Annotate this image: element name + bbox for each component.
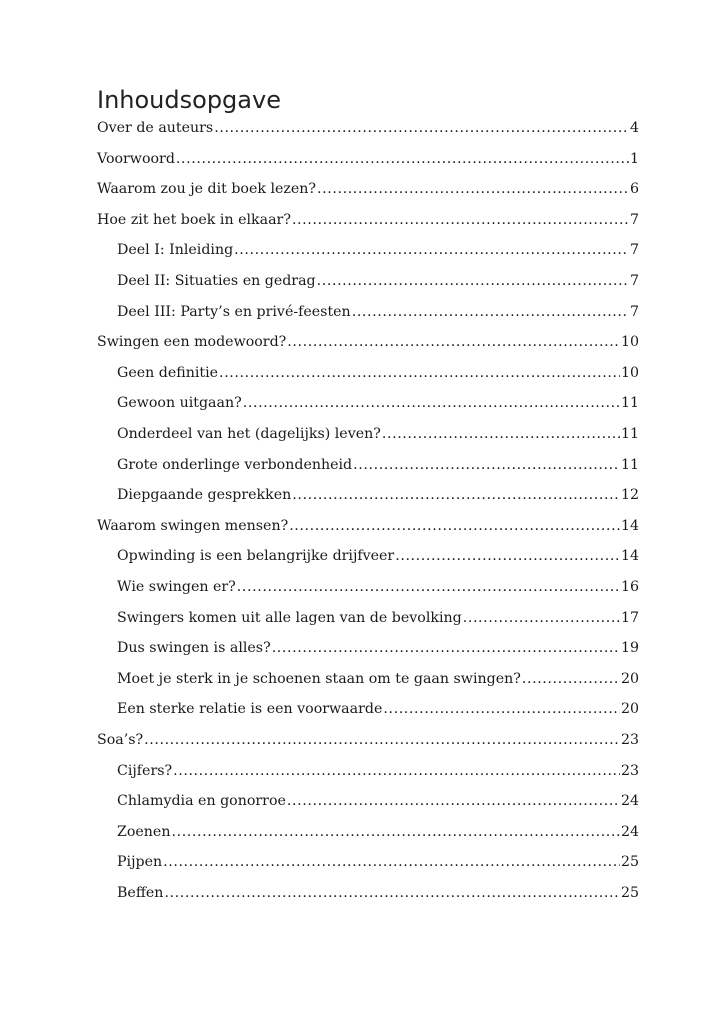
toc-entry[interactable] — [117, 365, 639, 387]
toc-entry-title: Voorwoord — [97, 150, 175, 167]
dot-leader — [353, 457, 620, 473]
dot-leader — [243, 395, 620, 411]
toc-entry-page-number: 11 — [620, 395, 639, 412]
toc-entry[interactable] — [117, 640, 639, 662]
toc-entry-title: Waarom zou je dit boek lezen? — [97, 181, 317, 198]
dot-leader — [463, 610, 620, 626]
dot-leader — [317, 273, 629, 289]
toc-entry-page-number: 11 — [620, 426, 639, 442]
toc-entry-page-number: 17 — [620, 609, 639, 626]
toc-entry-page-number: 7 — [629, 211, 639, 228]
toc-entry[interactable] — [117, 793, 639, 815]
toc-entry-page-number: 23 — [620, 732, 639, 748]
dot-leader — [214, 120, 629, 136]
toc-entry-page-number: 24 — [620, 793, 639, 810]
toc-entry-page-number: 10 — [620, 364, 639, 381]
dot-leader — [234, 242, 629, 258]
toc-entry-page-number: 7 — [629, 242, 639, 259]
dot-leader — [383, 701, 620, 717]
toc-entry-title: Soa’s? — [97, 732, 144, 748]
dot-leader — [287, 793, 620, 809]
toc-entry[interactable] — [117, 763, 639, 785]
toc-entry-page-number: 11 — [620, 456, 639, 473]
dot-leader — [292, 212, 629, 228]
toc-entry[interactable] — [97, 120, 639, 142]
toc-entry[interactable] — [117, 854, 639, 876]
toc-entry-title: Zoenen — [117, 823, 171, 840]
toc-entry-page-number: 16 — [620, 579, 639, 595]
toc-entry[interactable] — [117, 671, 639, 693]
dot-leader — [173, 763, 620, 779]
dot-leader — [176, 151, 629, 167]
toc-entry-title: Waarom swingen mensen? — [97, 517, 289, 534]
toc-entry[interactable] — [117, 610, 639, 632]
page-title: Inhoudsopgave — [97, 86, 281, 114]
toc-entry-page-number: 25 — [620, 854, 639, 871]
dot-leader — [382, 426, 620, 442]
toc-entry-page-number: 20 — [620, 701, 639, 718]
toc-entry-title: Over de auteurs — [97, 120, 214, 136]
toc-entry[interactable] — [117, 457, 639, 479]
dot-leader — [289, 518, 620, 534]
toc-entry-title: Wie swingen er? — [117, 579, 236, 595]
dot-leader — [522, 671, 620, 687]
dot-leader — [219, 365, 620, 381]
dot-leader — [171, 824, 619, 840]
toc-entry-title: Opwinding is een belangrijke drijfveer — [117, 548, 395, 565]
toc-entry-title: Deel I: Inleiding — [117, 242, 234, 259]
toc-entry-page-number: 4 — [629, 120, 639, 136]
toc-entry-title: Deel III: Party’s en privé-feesten — [117, 303, 351, 320]
toc-entry-title: Gewoon uitgaan? — [117, 395, 242, 412]
toc-entry-page-number: 14 — [620, 548, 639, 565]
toc-entry-page-number: 19 — [620, 640, 639, 657]
dot-leader — [292, 487, 620, 503]
toc-entry[interactable] — [97, 212, 639, 234]
toc-entry-page-number: 10 — [620, 334, 639, 351]
toc-entry[interactable] — [117, 701, 639, 723]
dot-leader — [237, 579, 620, 595]
toc-entry-title: Pijpen — [117, 854, 163, 871]
toc-entry-page-number: 7 — [629, 303, 639, 320]
toc-entry-page-number: 12 — [620, 487, 639, 504]
toc-entry-page-number: 24 — [620, 823, 639, 840]
toc-entry-title: Een sterke relatie is een voorwaarde — [117, 701, 383, 718]
toc-entry-page-number: 7 — [629, 273, 639, 289]
toc-entry[interactable] — [117, 426, 639, 448]
toc-entry[interactable] — [117, 885, 639, 907]
dot-leader — [317, 181, 629, 197]
toc-entry[interactable] — [97, 334, 639, 356]
toc-entry[interactable] — [97, 181, 639, 203]
toc-entry-page-number: 20 — [620, 670, 639, 687]
toc-entry[interactable] — [97, 151, 639, 173]
toc-entry-page-number: 1 — [629, 150, 639, 167]
dot-leader — [163, 854, 620, 870]
dot-leader — [272, 640, 620, 656]
toc-entry-page-number: 14 — [620, 517, 639, 534]
toc-entry-title: Grote onderlinge verbondenheid — [117, 456, 353, 473]
toc-entry-title: Geen definitie — [117, 364, 219, 381]
toc-entry-title: Onderdeel van het (dagelijks) leven? — [117, 426, 381, 442]
toc-entry[interactable] — [117, 548, 639, 570]
dot-leader — [287, 334, 620, 350]
toc-entry[interactable] — [117, 579, 639, 601]
toc-entry[interactable] — [117, 824, 639, 846]
toc-entry-page-number: 23 — [620, 762, 639, 779]
toc-entry[interactable] — [117, 487, 639, 509]
toc-entry[interactable] — [117, 304, 639, 326]
toc-entry-page-number: 6 — [629, 181, 639, 198]
toc-entry-title: Diepgaande gesprekken — [117, 487, 292, 504]
toc-entry[interactable] — [117, 242, 639, 264]
dot-leader — [164, 885, 620, 901]
toc-entry[interactable] — [97, 732, 639, 754]
toc-entry-title: Swingen een modewoord? — [97, 334, 287, 351]
toc-entry-title: Beffen — [117, 885, 164, 901]
toc-entry-title: Hoe zit het boek in elkaar? — [97, 211, 291, 228]
toc-entry-title: Cijfers? — [117, 762, 173, 779]
toc-entry-title: Deel II: Situaties en gedrag — [117, 273, 316, 289]
toc-entry-page-number: 25 — [620, 885, 639, 901]
dot-leader — [395, 548, 620, 564]
dot-leader — [144, 732, 620, 748]
toc-entry[interactable] — [97, 518, 639, 540]
toc-entry-title: Swingers komen uit alle lagen van de bevolking — [117, 609, 462, 626]
toc-entry-title: Chlamydia en gonorroe — [117, 793, 286, 810]
toc-entry-title: Moet je sterk in je schoenen staan om te gaan swingen? — [117, 670, 521, 687]
toc-entry-title: Dus swingen is alles? — [117, 640, 271, 657]
toc-entry[interactable] — [117, 273, 639, 295]
toc-entry[interactable] — [117, 395, 639, 417]
dot-leader — [352, 304, 629, 320]
